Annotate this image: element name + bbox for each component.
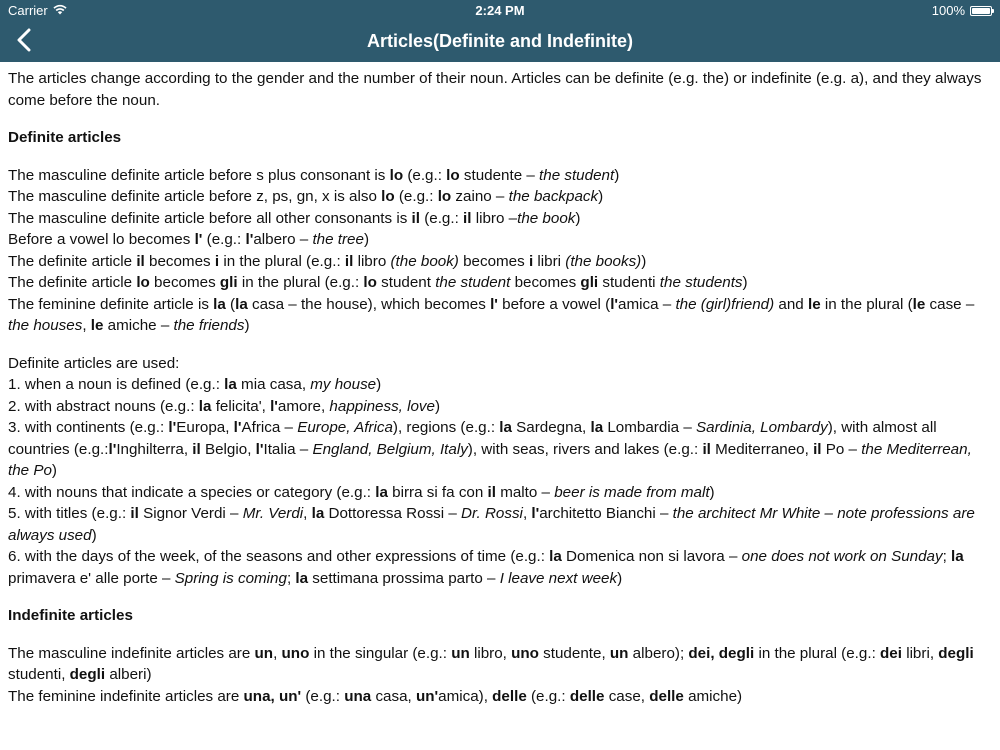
text-run: student <box>376 274 436 291</box>
text-run: The feminine indefinite articles are <box>8 687 244 705</box>
text-run: (e.g.: <box>202 231 246 248</box>
text-run: The definite article <box>8 274 137 291</box>
text-run: ) <box>51 462 57 479</box>
text-run: ) <box>575 209 581 227</box>
bold-term: il <box>130 505 139 522</box>
text-run: ), with almost all countries (e.g.: <box>8 419 937 458</box>
text-run: ( <box>225 295 236 313</box>
text-run: Belgio, <box>200 440 256 458</box>
bold-term: lo <box>363 274 377 291</box>
bold-term: i <box>528 252 534 270</box>
text-run: , <box>82 317 91 334</box>
text-run: amica), <box>438 687 493 705</box>
bold-term: la <box>951 548 964 565</box>
paragraph <box>8 417 983 482</box>
text-run: amiche) <box>683 687 743 705</box>
bold-term: dei <box>880 644 902 662</box>
text-run: ) <box>376 376 382 393</box>
bold-term: la <box>213 295 226 313</box>
usage-intro: Definite articles are used: <box>8 354 180 372</box>
text-run: libro <box>353 252 391 270</box>
text-run: , <box>522 505 532 522</box>
text-run: case, <box>604 687 650 705</box>
spacer <box>8 149 983 165</box>
indefinite-articles-heading: Indefinite articles <box>8 607 133 624</box>
italic-translation: the student <box>539 166 615 184</box>
spacer <box>8 589 983 605</box>
bold-term: le <box>807 295 821 313</box>
text-run: libro, <box>469 644 512 662</box>
battery-percent: 100% <box>931 3 965 18</box>
paragraph <box>8 165 983 187</box>
text-run: , <box>273 644 282 662</box>
italic-translation: Dr. Rossi <box>461 505 523 522</box>
text-run: ) <box>709 483 715 501</box>
bold-term: l' <box>255 440 264 458</box>
italic-translation: the students <box>659 274 743 291</box>
paragraph <box>8 229 983 251</box>
text-run: Europa, <box>176 419 234 436</box>
text-run: 3. with continents (e.g.: <box>8 419 169 436</box>
text-run: Italia – <box>263 440 313 458</box>
italic-translation: one does not work on Sunday <box>741 548 943 565</box>
text-run: before a vowel ( <box>497 295 611 313</box>
text-run: zaino – <box>451 188 509 205</box>
text-run: in the plural (e.g.: <box>219 252 345 270</box>
text-run: amore, <box>277 397 330 415</box>
text-run: ; <box>942 548 952 565</box>
paragraph <box>8 686 983 708</box>
text-run: (e.g.: <box>394 188 438 205</box>
text-run: becomes <box>144 252 215 270</box>
bold-term: il <box>344 252 354 270</box>
text-run: Mediterraneo, <box>710 440 814 458</box>
paragraph <box>8 208 983 230</box>
text-run: Inghilterra, <box>116 440 193 458</box>
intro-section <box>8 68 983 111</box>
text-run: studente, <box>538 644 610 662</box>
text-run: studente – <box>459 166 540 184</box>
text-run: (e.g.: <box>526 687 570 705</box>
paragraph <box>8 482 983 504</box>
bold-term: un' <box>415 687 439 705</box>
bold-term: lo <box>381 188 395 205</box>
italic-translation: the backpack <box>508 188 599 205</box>
bold-term: lo <box>389 166 404 184</box>
text-run: ; <box>286 569 296 587</box>
italic-translation: Spring is coming <box>174 569 287 587</box>
bold-term: gli <box>580 274 599 291</box>
battery-icon <box>970 6 992 16</box>
carrier-label: Carrier <box>8 3 48 18</box>
italic-translation: beer is made from malt <box>554 483 710 501</box>
italic-translation: Europe, Africa <box>297 419 393 436</box>
text-run: The masculine definite article before s plus consonant is <box>8 166 390 184</box>
text-run: 6. with the days of the week, of the seasons and other expressions of time (e.g.: <box>8 548 550 565</box>
text-run: ) <box>244 317 250 334</box>
text-run: The masculine indefinite articles are <box>8 644 255 662</box>
bold-term: un <box>609 644 629 662</box>
text-run: ), regions (e.g.: <box>392 419 500 436</box>
text-run: ) <box>363 231 370 248</box>
bold-term: degli <box>938 644 974 662</box>
bold-term: il <box>487 483 496 501</box>
italic-translation: the student <box>435 274 511 291</box>
text-run: 1. when a noun is defined (e.g.: <box>8 376 225 393</box>
paragraph <box>8 643 983 686</box>
text-run: Po – <box>821 440 862 458</box>
text-run: Signor Verdi – <box>138 505 243 522</box>
text-run: libri, <box>901 644 939 662</box>
status-right <box>932 3 992 18</box>
paragraph <box>8 68 983 111</box>
text-run: ) <box>617 569 623 587</box>
paragraph <box>8 503 983 546</box>
bold-term: dei, degli <box>688 644 755 662</box>
text-run: Africa – <box>241 419 298 436</box>
paragraph <box>8 272 983 294</box>
bold-term: uno <box>511 644 539 662</box>
text-run: libro – <box>471 209 518 227</box>
spacer <box>8 111 983 127</box>
text-run: ) <box>434 397 441 415</box>
text-run: becomes <box>510 274 581 291</box>
italic-translation: (the books) <box>565 252 642 270</box>
italic-translation: the (girl)friend) <box>675 295 775 313</box>
bold-term: il <box>463 209 472 227</box>
italic-translation: Mr. Verdi <box>242 505 304 522</box>
bold-term: la <box>549 548 562 565</box>
text-run: and <box>774 295 808 313</box>
text-run: in the singular (e.g.: <box>309 644 452 662</box>
text-run: The definite article <box>8 252 137 270</box>
definite-rules <box>8 165 983 337</box>
italic-translation: the architect Mr White – note professions are always used <box>8 505 975 544</box>
text-run: ), with seas, rivers and lakes (e.g.: <box>467 440 703 458</box>
text-run: Dottoressa Rossi – <box>324 505 462 522</box>
bold-term: delle <box>569 687 605 705</box>
text-run: mia casa, <box>236 376 311 393</box>
text-run: in the plural (e.g.: <box>237 274 364 291</box>
italic-translation: (the book) <box>390 252 459 270</box>
bold-term: lo <box>437 188 452 205</box>
bold-term: la <box>295 569 309 587</box>
bold-term: l' <box>531 505 540 522</box>
paragraph <box>8 396 983 418</box>
text-run: (e.g.: <box>403 166 447 184</box>
page-title: Articles(Definite and Indefinite) <box>366 31 634 51</box>
text-run: The articles change according to the gender and the number of their noun. Articles can be definite (e.g. the) or indefinite (e.g. a), and they always come before the noun. <box>8 70 982 109</box>
article-content <box>8 68 983 707</box>
bold-term: il <box>813 440 822 458</box>
text-run: libri <box>533 252 566 270</box>
paragraph <box>8 251 983 273</box>
bold-term: lo <box>446 166 460 184</box>
definite-articles-heading: Definite articles <box>8 129 122 146</box>
text-run: becomes <box>149 274 220 291</box>
text-run: primavera e' alle porte – <box>8 569 175 587</box>
paragraph <box>8 294 983 337</box>
text-run: (e.g.: <box>301 687 345 705</box>
status-time: 2:24 PM <box>475 3 525 18</box>
text-run: architetto Bianchi – <box>539 505 673 522</box>
bold-term: la <box>198 397 212 415</box>
bold-term: la <box>224 376 237 393</box>
text-run: ) <box>641 252 647 270</box>
text-run: becomes <box>458 252 529 270</box>
text-run: Domenica non si lavora – <box>561 548 742 565</box>
text-run: felicita', <box>211 397 271 415</box>
bold-term: uno <box>281 644 310 662</box>
italic-translation: happiness, love <box>329 397 435 415</box>
bold-term: le <box>912 295 926 313</box>
text-run: amica – <box>618 295 676 313</box>
bold-term: l' <box>245 231 254 248</box>
bold-term: la <box>235 295 248 313</box>
text-run: 4. with nouns that indicate a species or category (e.g.: <box>8 483 376 501</box>
bold-term: il <box>136 252 145 270</box>
bold-term: le <box>90 317 104 334</box>
spacer <box>8 627 983 643</box>
italic-translation: the houses <box>8 317 83 334</box>
text-run: casa – the house), which becomes <box>247 295 491 313</box>
bold-term: la <box>590 419 604 436</box>
text-run: casa, <box>371 687 416 705</box>
bold-term: lo <box>136 274 150 291</box>
text-run: 2. with abstract nouns (e.g.: <box>8 397 199 415</box>
text-run: Before a vowel lo becomes <box>8 231 195 248</box>
text-run: amiche – <box>103 317 174 334</box>
text-run: Sardegna, <box>511 419 591 436</box>
paragraph <box>8 186 983 208</box>
bold-term: una, un' <box>243 687 302 705</box>
italic-translation: England, Belgium, Italy <box>312 440 468 458</box>
text-run: albero – <box>253 231 313 248</box>
usage-list <box>8 374 983 589</box>
text-run: Lombardia – <box>603 419 697 436</box>
text-run: studenti <box>598 274 660 291</box>
bold-term: l' <box>168 419 177 436</box>
text-run: The masculine definite article before z, ps, gn, x is also <box>8 188 382 205</box>
text-run: in the plural (e.g.: <box>754 644 881 662</box>
bold-term: l' <box>490 295 498 313</box>
bold-term: la <box>311 505 325 522</box>
bold-term: la <box>375 483 388 501</box>
paragraph <box>8 546 983 589</box>
text-run: in the plural ( <box>820 295 913 313</box>
bold-term: gli <box>219 274 238 291</box>
bold-term: i <box>214 252 220 270</box>
text-run: birra si fa con <box>387 483 488 501</box>
text-run: , <box>303 505 312 522</box>
bold-term: il <box>411 209 420 227</box>
text-run: ) <box>614 166 620 184</box>
bold-term: il <box>192 440 201 458</box>
paragraph <box>8 374 983 396</box>
text-run: ) <box>91 526 97 544</box>
text-run: ) <box>742 274 748 291</box>
bold-term: l' <box>610 295 619 313</box>
text-run: (e.g.: <box>419 209 464 227</box>
italic-translation: the book <box>517 209 576 227</box>
bold-term: l' <box>233 419 242 436</box>
text-run: alberi) <box>105 666 152 683</box>
text-run: albero); <box>628 644 689 662</box>
bold-term: il <box>702 440 711 458</box>
text-run: 5. with titles (e.g.: <box>8 505 131 522</box>
bold-term: un <box>254 644 274 662</box>
text-run: settimana prossima parto – <box>308 569 500 587</box>
bold-term: la <box>499 419 512 436</box>
bold-term: delle <box>492 687 527 705</box>
spacer <box>8 337 983 353</box>
bold-term: delle <box>649 687 684 705</box>
italic-translation: the Mediterrean, the Po <box>8 440 972 479</box>
indefinite-rules <box>8 643 983 708</box>
italic-translation: my house <box>310 376 377 393</box>
navigation-bar <box>0 22 1000 62</box>
text-run: The feminine definite article is <box>8 295 214 313</box>
bold-term: l' <box>108 440 117 458</box>
italic-translation: Sardinia, Lombardy <box>696 419 828 436</box>
italic-translation: the tree <box>312 231 364 248</box>
italic-translation: I leave next week <box>499 569 618 587</box>
text-run: The masculine definite article before all other consonants is <box>8 209 412 227</box>
text-run: studenti, <box>8 666 70 683</box>
bold-term: l' <box>270 397 278 415</box>
bold-term: degli <box>69 666 106 683</box>
text-run: malto – <box>495 483 555 501</box>
bold-term: l' <box>194 231 203 248</box>
status-bar <box>0 0 1000 22</box>
bold-term: un <box>451 644 470 662</box>
text-run: ) <box>598 188 604 205</box>
bold-term: una <box>344 687 372 705</box>
text-run: case – <box>925 295 975 313</box>
italic-translation: the friends <box>173 317 245 334</box>
